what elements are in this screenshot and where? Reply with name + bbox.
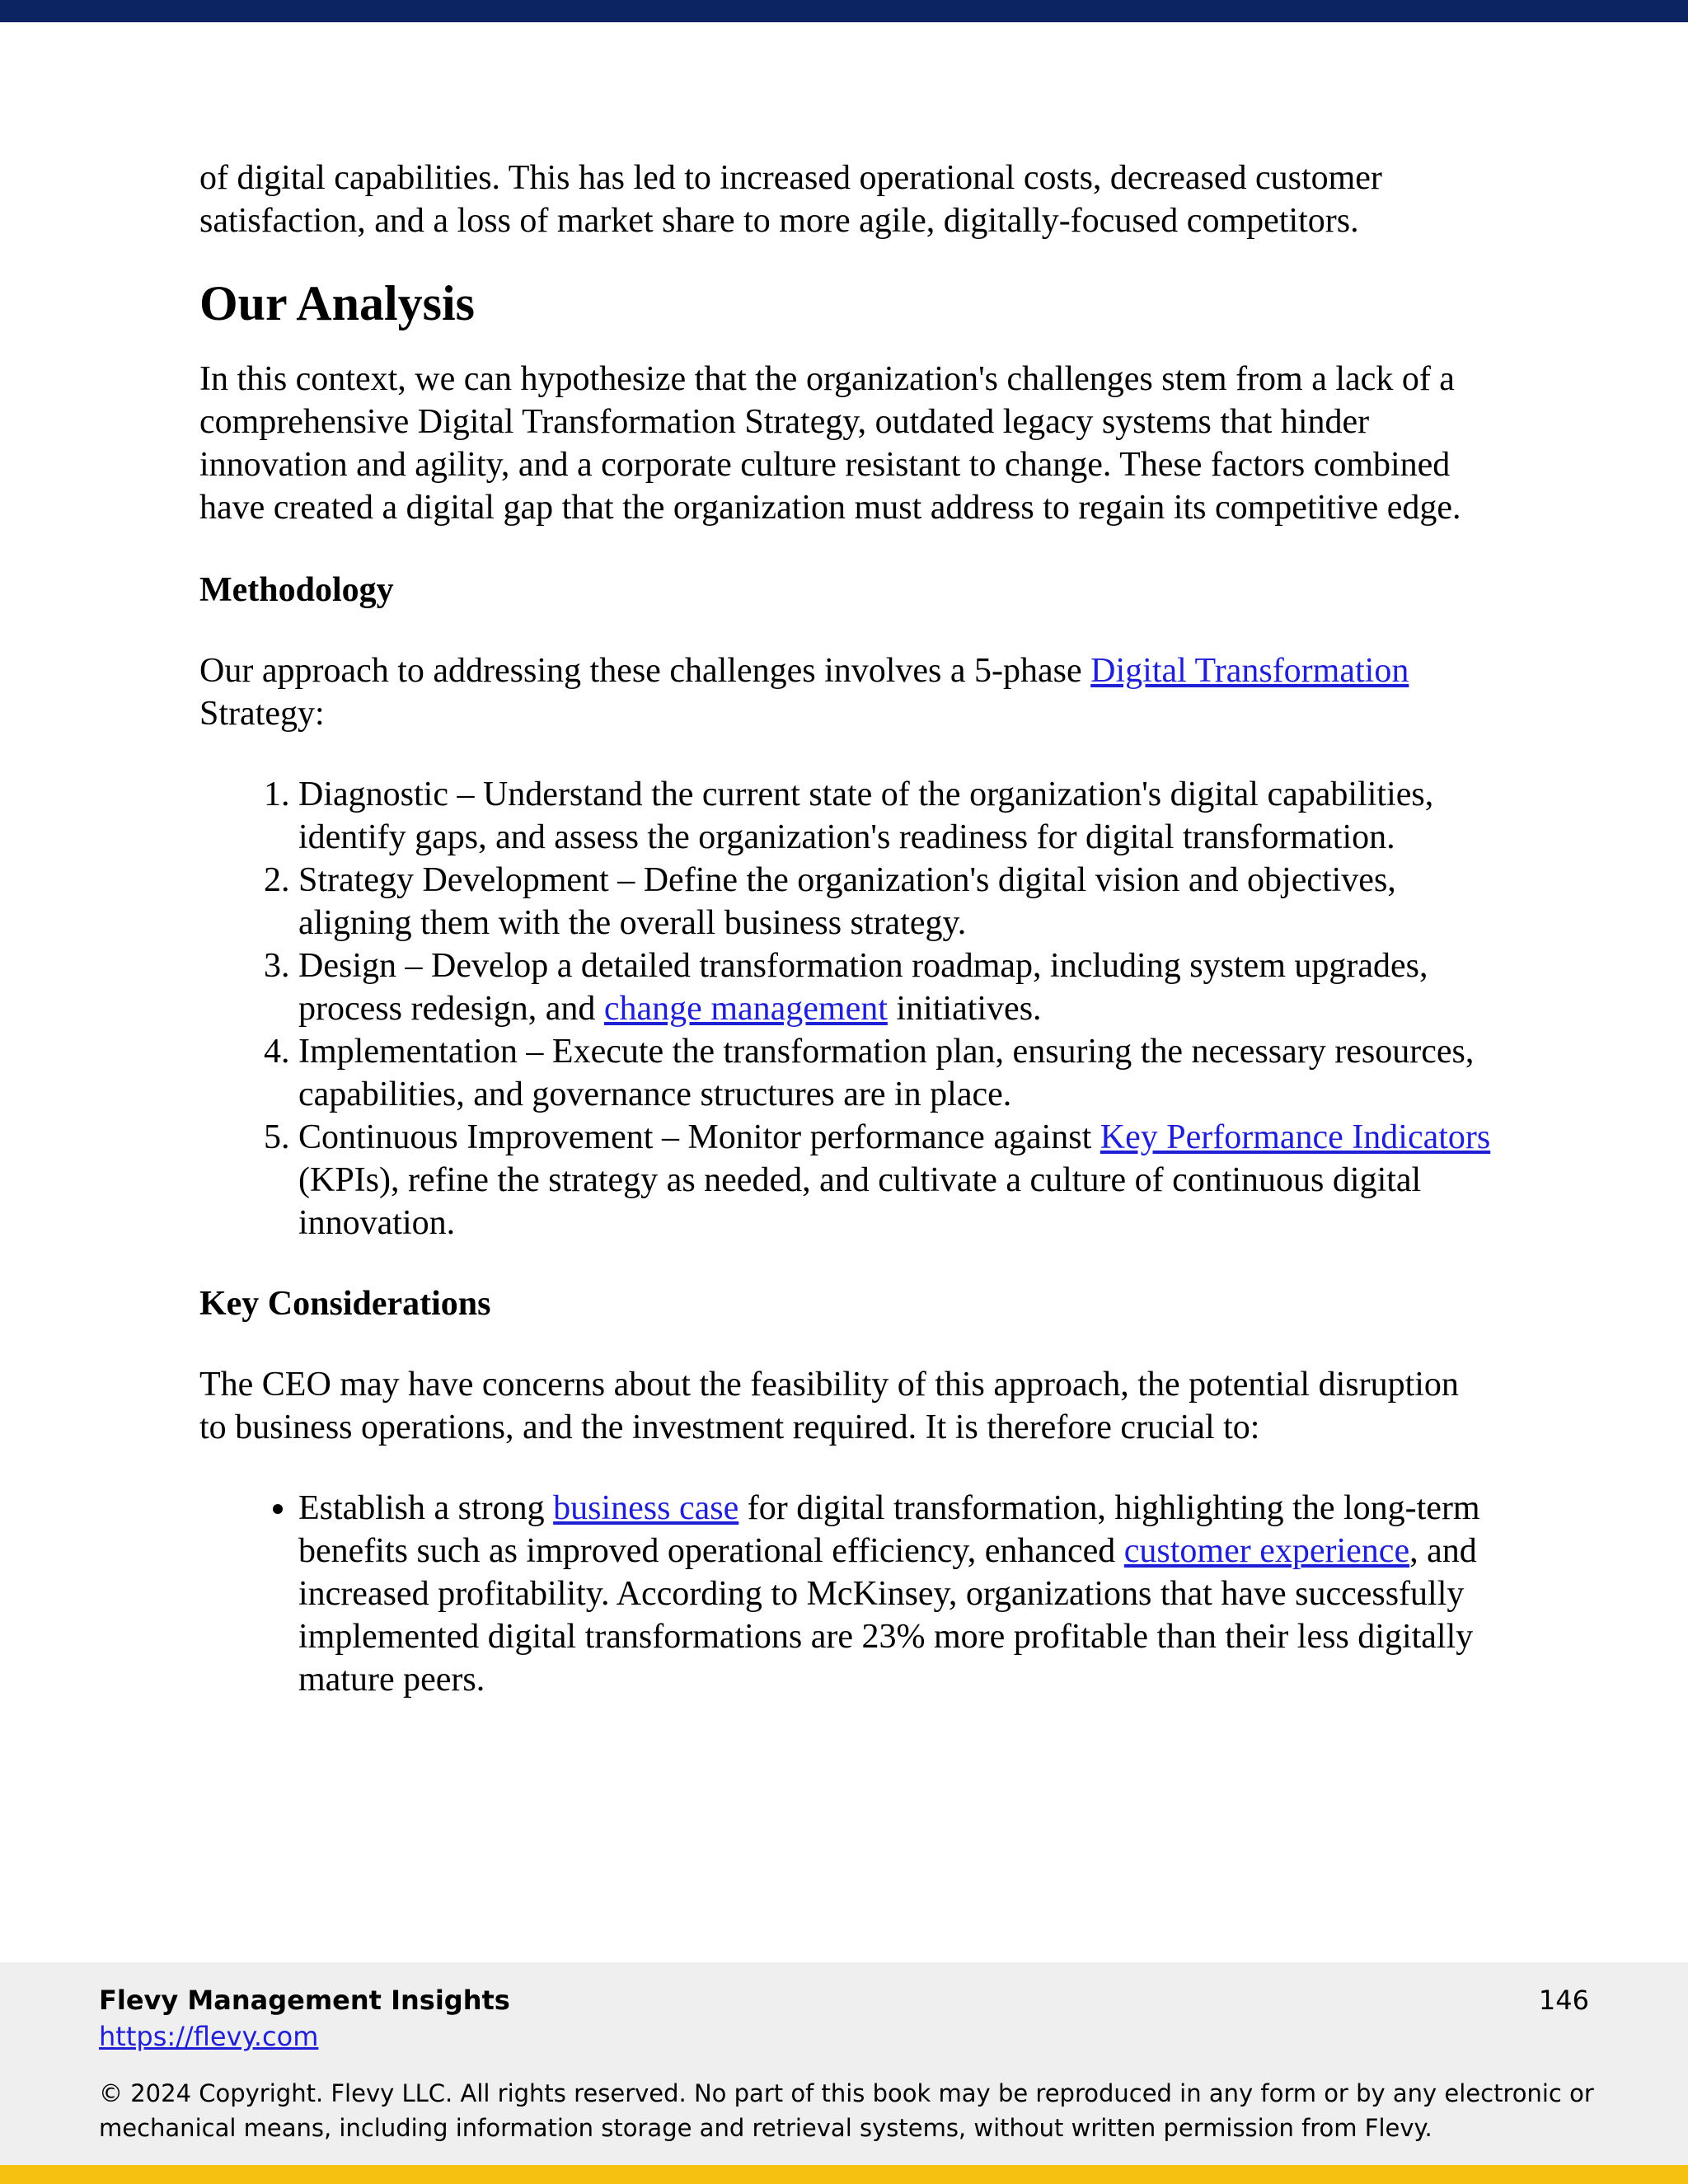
consideration-item <box>298 1487 1493 1701</box>
page-footer <box>0 1962 1688 2165</box>
customer-experience-link[interactable]: customer experience <box>1123 1532 1410 1570</box>
page-number: 146 <box>1538 1985 1589 2016</box>
phase-item <box>298 1116 1493 1244</box>
phase-item <box>298 1030 1493 1116</box>
methodology-intro <box>199 649 1493 735</box>
phase-text: Continuous Improvement – Monitor performance against <box>298 1118 1100 1156</box>
phase-item <box>298 944 1493 1030</box>
methodology-heading: Methodology <box>199 571 394 609</box>
key-considerations-heading: Key Considerations <box>199 1285 491 1323</box>
phase-text-tail: (KPIs), refine the strategy as needed, and cultivate a culture of continuous digital innovation. <box>298 1161 1422 1242</box>
phase-text: Design – Develop a detailed transformation roadmap, including system upgrades, process redesign, and <box>298 947 1428 1028</box>
methodology-intro-tail: Strategy: <box>199 695 325 733</box>
consideration-text-mid: for digital transformation, highlighting the long-term benefits such as improved operational efficiency, enhanced <box>298 1489 1480 1570</box>
footer-url-link[interactable]: https://flevy.com <box>99 2021 319 2052</box>
phases-list <box>199 773 1493 1244</box>
phase-text-tail: initiatives. <box>887 990 1042 1028</box>
methodology-intro-text: Our approach to addressing these challenges involves a 5-phase <box>199 652 1091 690</box>
change-management-link[interactable]: change management <box>603 990 888 1028</box>
considerations-list <box>199 1487 1493 1701</box>
page-body <box>199 157 1493 1701</box>
analysis-paragraph: In this context, we can hypothesize that the organization's challenges stem from a lack of a comprehensive Digital Transformation Strategy, outdated legacy systems that hinder innovation and agility, and a corporate culture resistant to change. These factors combined have created a digital gap that the organization must address to regain its competitive edge. <box>199 360 1461 527</box>
phase-text: Strategy Development – Define the organization's digital vision and objectives, aligning them with the overall business strategy. <box>298 861 1396 942</box>
digital-transformation-link[interactable]: Digital Transformation <box>1090 652 1409 690</box>
phase-text: Diagnostic – Understand the current state of the organization's digital capabilities, identify gaps, and assess the organization's readiness for digital transformation. <box>298 776 1434 856</box>
ceo-concerns-paragraph: The CEO may have concerns about the feasibility of this approach, the potential disruption to business operations, and the investment required. It is therefore crucial to: <box>199 1366 1459 1446</box>
phase-text: Implementation – Execute the transformation plan, ensuring the necessary resources, capabilities, and governance structures are in place. <box>298 1033 1475 1113</box>
bottom-accent-bar <box>0 2165 1688 2184</box>
top-accent-bar <box>0 0 1688 22</box>
phase-item <box>298 859 1493 944</box>
business-case-link[interactable]: business case <box>553 1489 739 1527</box>
consideration-text-tail: , and increased profitability. According to McKinsey, organizations that have successfully implemented digital transformations are 23% more profitable than their less digitally mature peers. <box>298 1532 1477 1699</box>
key-performance-indicators-link[interactable]: Key Performance Indicators <box>1100 1118 1491 1156</box>
footer-brand: Flevy Management Insights <box>99 1985 510 2016</box>
copyright-notice: © 2024 Copyright. Flevy LLC. All rights reserved. No part of this book may be reproduced in any form or by any electronic or mechanical means, including information storage and retrieval systems, without written permission from Flevy. <box>99 2079 1594 2142</box>
intro-paragraph: of digital capabilities. This has led to increased operational costs, decreased customer satisfaction, and a loss of market share to more agile, digitally-focused competitors. <box>199 159 1382 240</box>
section-title: Our Analysis <box>199 276 476 330</box>
consideration-text: Establish a strong <box>298 1489 554 1527</box>
phase-item <box>298 773 1493 859</box>
